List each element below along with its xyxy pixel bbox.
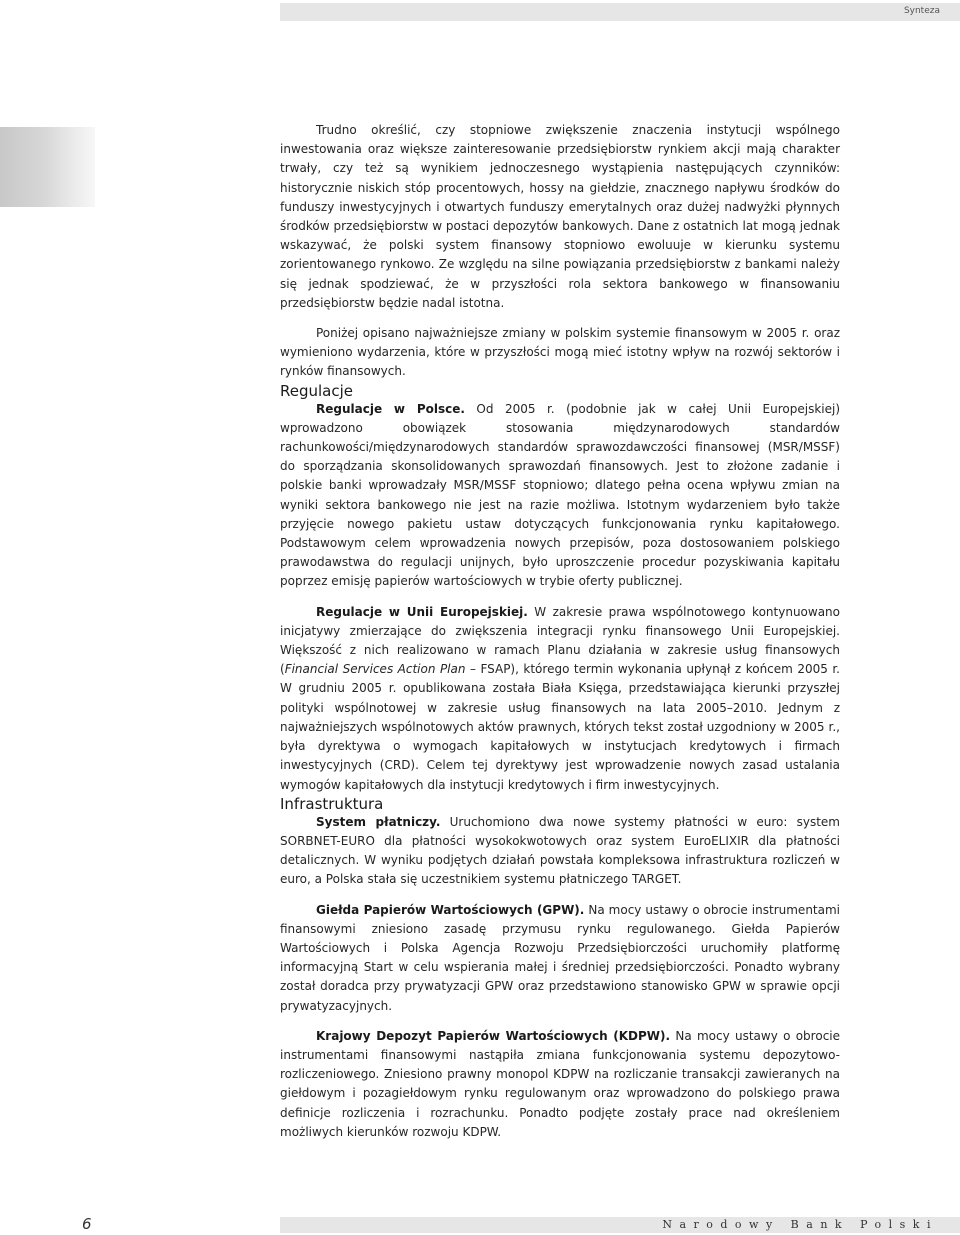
decorative-side-block: [0, 127, 95, 207]
paragraph-lead: System płatniczy.: [316, 814, 441, 829]
regulation-paragraph-poland: [280, 400, 840, 592]
paragraph-italic-term: Financial Services Action Plan: [284, 662, 466, 677]
infrastructure-paragraph-payment-system: [280, 813, 840, 890]
section-heading-regulacje: Regulacje: [280, 381, 354, 400]
paragraph-lead: Regulacje w Unii Europejskiej.: [316, 604, 528, 619]
page-footer: [0, 1215, 960, 1235]
paragraph-text: Na mocy ustawy o obrocie instrumentami finansowymi zniesiono zasadę przymusu rynku regulowanego. Giełda Papierów Wartościowych i Polska Agencja Rozwoju Przedsiębiorczości uruchomiły platformę informacyjną Start w celu wspierania małej i średniej przedsiębiorczości. Ponadto wybrany został doradca przy prywatyzacji GPW oraz przedstawiono stanowisko GPW w sprawie opcji prywatyzacyjnych.: [280, 902, 841, 1013]
paragraph-text: Na mocy ustawy o obrocie instrumentami finansowymi nastąpiła zmiana funkcjonowania systemu depozytowo-rozliczeniowego. Zniesiono prawny monopol KDPW na rozliczanie transakcji zawieranych na giełdowym i pozagiełdowym rynku regulowanym oraz wprowadzono do polskiego prawa definicje rozliczenia i rozrachunku. Ponadto podjęte zostały prace nad określeniem możliwych kierunków rozwoju KDPW.: [280, 1028, 841, 1139]
infrastructure-paragraph-kdpw: [280, 1027, 840, 1142]
footer-band: [280, 1217, 960, 1233]
paragraph-lead: Regulacje w Polsce.: [316, 401, 465, 416]
paragraph-text: Uruchomiono dwa nowe systemy płatności w euro: system SORBNET-EURO dla płatności wysokokwotowych oraz system EuroELIXIR dla płatności detalicznych. W wyniku podjętych działań powstała kompleksowa infrastruktura rozliczeń w euro, a Polska stała się uczestnikiem systemu płatniczego TARGET.: [280, 814, 840, 887]
paragraph-lead: Krajowy Depozyt Papierów Wartościowych (KDPW).: [316, 1028, 671, 1043]
infrastructure-paragraph-gpw: [280, 901, 840, 1016]
running-header: [280, 3, 960, 21]
paragraph-lead: Giełda Papierów Wartościowych (GPW).: [316, 902, 585, 917]
page-number: 6: [82, 1215, 92, 1233]
running-header-label: Synteza: [903, 6, 940, 16]
paragraph-text: W zakresie prawa wspólnotowego kontynuowano inicjatywy zmierzające do zwiększenia integracji rynku finansowego Unii Europejskiej. Większość z nich realizowano w ramach Planu działania w zakresie usług finansowych (: [280, 604, 841, 677]
footer-brand: Narodowy Bank Polski: [662, 1218, 938, 1231]
section-heading-infrastruktura: Infrastruktura: [280, 794, 384, 813]
paragraph-text: Od 2005 r. (podobnie jak w całej Unii Europejskiej) wprowadzono obowiązek stosowania międzynarodowych standardów rachunkowości/międzynarodowych standardów sprawozdawczości finansowej (MSR/MSSF) do sporządzania skonsolidowanych sprawozdań finansowych. Jest to złożone zadanie i polskie banki wprowadzały MSR/MSSF stopniowo; dlatego pełna ocena wpływu zmian na wyniki sektora bankowego nie jest na razie możliwa. Istotnym wydarzeniem było także przyjęcie nowego pakietu ustaw dotyczących funkcjonowania rynku kapitałowego. Podstawowym celem wprowadzenia nowych przepisów, poza dostosowaniem polskiego prawodawstwa do regulacji unijnych, było uproszczenie procedur pozyskiwania kapitału poprzez emisję papierów wartościowych w trybie oferty publicznej.: [280, 401, 841, 589]
paragraph-text: – FSAP), którego termin wykonania upłynął z końcem 2005 r. W grudniu 2005 r. opublikowana została Biała Księga, przedstawiająca kierunki przyszłej polityki wspólnotowej w zakresie usług finansowych na lata 2005–2010. Jednym z najważniejszych wspólnotowych aktów prawnych, których tekst został uzgodniony w 2005 r., była dyrektywa o wymogach kapitałowych w instytucjach kredytowych i firmach inwestycyjnych (CRD). Celem tej dyrektywy jest wprowadzenie nowych zasad ustalania wymogów kapitałowych dla instytucji kredytowych i firm inwestycyjnych.: [280, 662, 840, 792]
intro-paragraph: Poniżej opisano najważniejsze zmiany w polskim systemie finansowym w 2005 r. oraz wymieniono wydarzenia, które w przyszłości mogą mieć istotny wpływ na rozwój sektorów i rynków finansowych.: [280, 326, 840, 379]
intro-paragraph: Trudno określić, czy stopniowe zwiększenie znaczenia instytucji wspólnego inwestowania oraz większe zainteresowanie przedsiębiorstw rynkiem akcji mają charakter trwały, czy też są wynikiem jednoczesnego wystąpienia następujących czynników: historycznie niskich stóp procentowych, hossy na giełdzie, znacznego napływu środków do funduszy inwestycyjnych i otwartych funduszy emerytalnych oraz dużej nadwyżki płynnych środków przedsiębiorstw w postaci depozytów bankowych. Dane z ostatnich lat mogą jednak wskazywać, że polski system finansowy stopniowo ewoluuje w kierunku systemu zorientowanego rynkowo. Ze względu na silne powiązania przedsiębiorstw z bankami należy się jednak spodziewać, że w przyszłości rola sektora bankowego w finansowaniu przedsiębiorstw będzie nadal istotna.: [280, 123, 840, 310]
main-content: [280, 121, 840, 1142]
regulation-paragraph-eu: [280, 603, 840, 795]
